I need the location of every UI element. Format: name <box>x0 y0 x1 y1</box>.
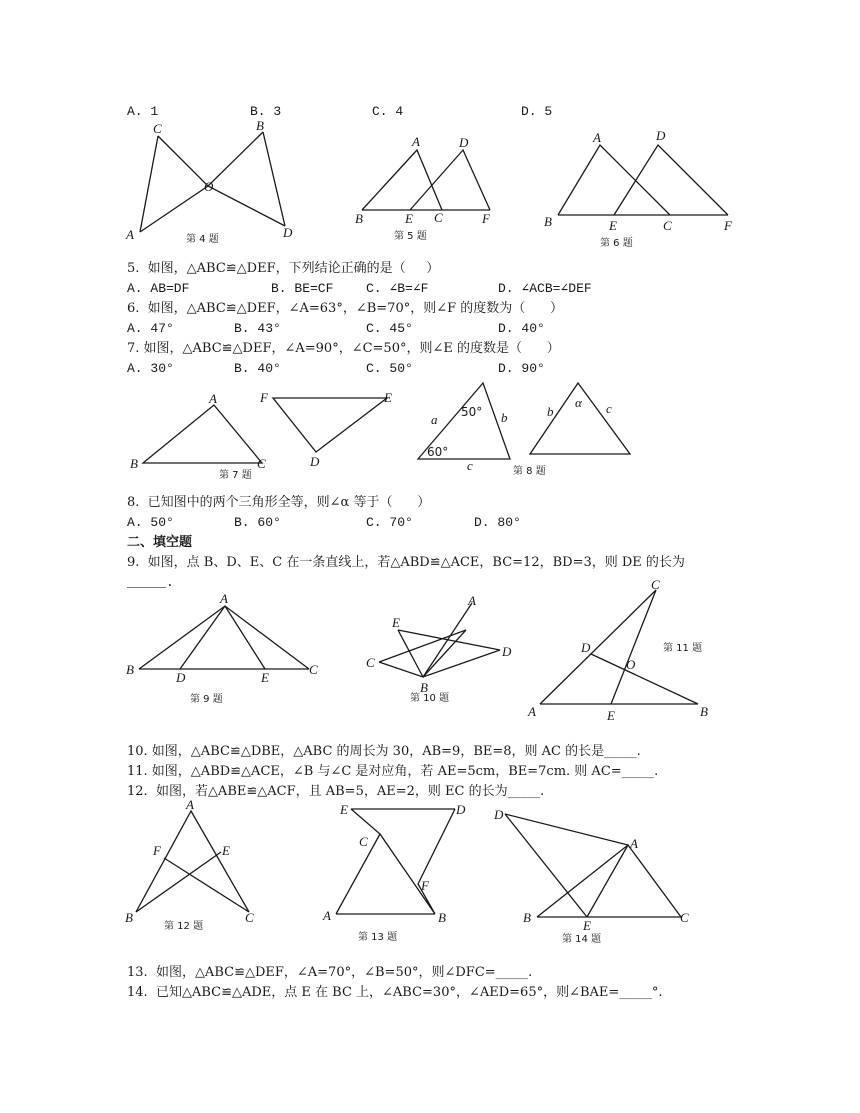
figure-8-label: 60° <box>427 445 449 459</box>
figure-6-label: F <box>724 218 732 233</box>
figure-11-label: D <box>581 640 591 655</box>
q4-option-c: C. 4 <box>372 104 404 119</box>
figure-7-label: A <box>209 391 217 406</box>
figure-5-label: C <box>434 210 443 225</box>
figure-7-label: B <box>130 456 138 471</box>
figure-10 <box>360 590 520 708</box>
figure-7-label: C <box>257 456 266 471</box>
figure-11-label: A <box>528 704 536 719</box>
figure-5-caption: 第 5 题 <box>394 231 427 242</box>
q7-option-b: B. 40° <box>234 361 281 376</box>
figure-12-label: F <box>153 843 161 858</box>
figure-9-label: C <box>309 662 318 677</box>
figure-7-caption: 第 7 题 <box>219 470 252 481</box>
q4-option-d: D. 5 <box>521 104 553 119</box>
figure-7-label: E <box>384 390 392 405</box>
q6-option-c: C. 45° <box>366 321 413 336</box>
figure-11-label: B <box>700 704 708 719</box>
q8-option-a: A. 50° <box>127 515 174 530</box>
q7-stem: 7. 如图，△ABC≌△DEF，∠A=90°，∠C=50°，则∠E 的度数是（ ） <box>127 341 560 356</box>
figure-10-label: E <box>392 615 400 630</box>
figure-14-caption: 第 14 题 <box>562 934 602 945</box>
figure-10-label: B <box>420 680 428 695</box>
figure-4-caption: 第 4 题 <box>186 234 219 245</box>
figure-4-label: C <box>153 121 162 136</box>
q4-option-a: A. 1 <box>127 104 159 119</box>
q4-option-b: B. 3 <box>250 104 282 119</box>
figure-13-label: D <box>456 802 466 817</box>
figure-11-label: C <box>651 577 660 592</box>
figure-11-caption: 第 11 题 <box>663 643 703 654</box>
figure-8 <box>410 376 640 480</box>
figure-11 <box>525 576 725 726</box>
q9-stem: 9. 如图，点 B、D、E、C 在一条直线上，若△ABD≌△ACE，BC=12，BD=3，则 DE 的长为 <box>127 555 685 570</box>
figure-6-label: E <box>609 218 617 233</box>
q13-stem: 13. 如图，△ABC≌△DEF，∠A=70°，∠B=50°，则∠DFC=_____. <box>127 965 533 980</box>
figure-4-label: A <box>126 227 134 242</box>
figure-6-caption: 第 6 题 <box>600 238 633 249</box>
figure-4-label: O <box>204 179 214 194</box>
figure-10-label: C <box>366 655 375 670</box>
figure-12-label: B <box>125 910 133 925</box>
figure-10-label: A <box>468 593 476 608</box>
figure-5 <box>350 132 500 244</box>
figure-9-caption: 第 9 题 <box>190 694 223 705</box>
q8-option-c: C. 70° <box>366 515 413 530</box>
figure-9-label: D <box>176 670 186 685</box>
figure-11-label: E <box>607 708 615 723</box>
figure-11-label: O <box>626 657 636 672</box>
section-heading: 二、填空题 <box>127 535 193 550</box>
figure-5-label: F <box>482 211 490 226</box>
figure-8-label: c <box>606 401 612 416</box>
figure-14-label: D <box>494 807 504 822</box>
figure-9 <box>122 590 332 710</box>
figure-8-label: b <box>501 410 508 425</box>
figure-13 <box>320 800 470 948</box>
figure-10-caption: 第 10 题 <box>410 693 450 704</box>
figure-8-label: c <box>467 458 473 473</box>
figure-10-label: D <box>502 644 512 659</box>
figure-12 <box>120 796 270 936</box>
figure-12-caption: 第 12 题 <box>164 921 204 932</box>
figure-9-label: B <box>126 662 134 677</box>
figure-4-label: D <box>283 225 293 240</box>
q9-answer-blank: _____. <box>127 575 174 590</box>
figure-8-label: b <box>547 404 554 419</box>
q6-option-a: A. 47° <box>127 321 174 336</box>
figure-6-label: A <box>593 130 601 145</box>
figure-8-label: 50° <box>461 405 483 419</box>
figure-4-label: B <box>256 118 264 133</box>
figure-14-label: A <box>630 836 638 851</box>
q8-option-d: D. 80° <box>474 515 521 530</box>
q14-stem: 14. 已知△ABC≌△ADE，点 E 在 BC 上，∠ABC=30°，∠AED=65°，则∠BAE=_____°. <box>127 985 663 1000</box>
figure-6-label: B <box>544 214 552 229</box>
figure-12-label: A <box>186 797 194 812</box>
q10-stem: 10. 如图，△ABC≌△DBE，△ABC 的周长为 30，AB=9，BE=8，则 AC 的长是_____. <box>127 744 641 759</box>
q5-option-a: A. AB=DF <box>127 281 190 296</box>
q7-option-a: A. 30° <box>127 361 174 376</box>
figure-4 <box>120 118 305 248</box>
figure-13-label: F <box>421 878 429 893</box>
q5-option-b: B. BE=CF <box>271 281 334 296</box>
q8-option-b: B. 60° <box>234 515 281 530</box>
figure-14-label: E <box>583 918 591 933</box>
q8-stem: 8. 已知图中的两个三角形全等，则∠α 等于（ ） <box>127 495 431 510</box>
figure-7-label: D <box>310 454 320 469</box>
q5-stem: 5. 如图，△ABC≌△DEF，下列结论正确的是（ ） <box>127 261 440 276</box>
figure-8-caption: 第 8 题 <box>513 466 546 477</box>
figure-13-caption: 第 13 题 <box>358 932 398 943</box>
figure-14 <box>490 802 700 948</box>
q11-stem: 11. 如图，△ABD≌△ACE，∠B 与∠C 是对应角，若 AE=5cm，BE=7cm. 则 AC=_____. <box>127 764 659 779</box>
figure-13-label: B <box>438 910 446 925</box>
figure-6-label: C <box>663 218 672 233</box>
figure-5-label: A <box>412 134 420 149</box>
figure-7 <box>125 388 405 484</box>
q6-option-d: D. 40° <box>498 321 545 336</box>
q5-option-c: C. ∠B=∠F <box>366 281 429 296</box>
figure-9-label: A <box>220 591 228 606</box>
q6-option-b: B. 43° <box>234 321 281 336</box>
figure-5-label: D <box>459 135 469 150</box>
figure-14-label: B <box>523 910 531 925</box>
q7-option-d: D. 90° <box>498 361 545 376</box>
figure-5-label: E <box>405 211 413 226</box>
figure-6 <box>540 128 740 252</box>
figure-6-label: D <box>656 128 666 143</box>
figure-13-label: C <box>359 834 368 849</box>
q7-option-c: C. 50° <box>366 361 413 376</box>
q5-option-d: D. ∠ACB=∠DEF <box>498 281 592 296</box>
figure-9-label: E <box>261 670 269 685</box>
figure-13-label: E <box>340 802 348 817</box>
figure-13-label: A <box>323 908 331 923</box>
q6-stem: 6. 如图，△ABC≌△DEF，∠A=63°，∠B=70°，则∠F 的度数为（ ） <box>127 301 564 316</box>
figure-7-label: F <box>260 390 268 405</box>
figure-8-label: a <box>431 412 438 427</box>
figure-14-label: C <box>680 910 689 925</box>
figure-8-label: α <box>575 395 582 410</box>
figure-12-label: C <box>245 910 254 925</box>
q12-stem: 12. 如图，若△ABE≌△ACF，且 AB=5，AE=2，则 EC 的长为_____. <box>127 784 545 799</box>
figure-12-label: E <box>222 843 230 858</box>
figure-5-label: B <box>355 211 363 226</box>
